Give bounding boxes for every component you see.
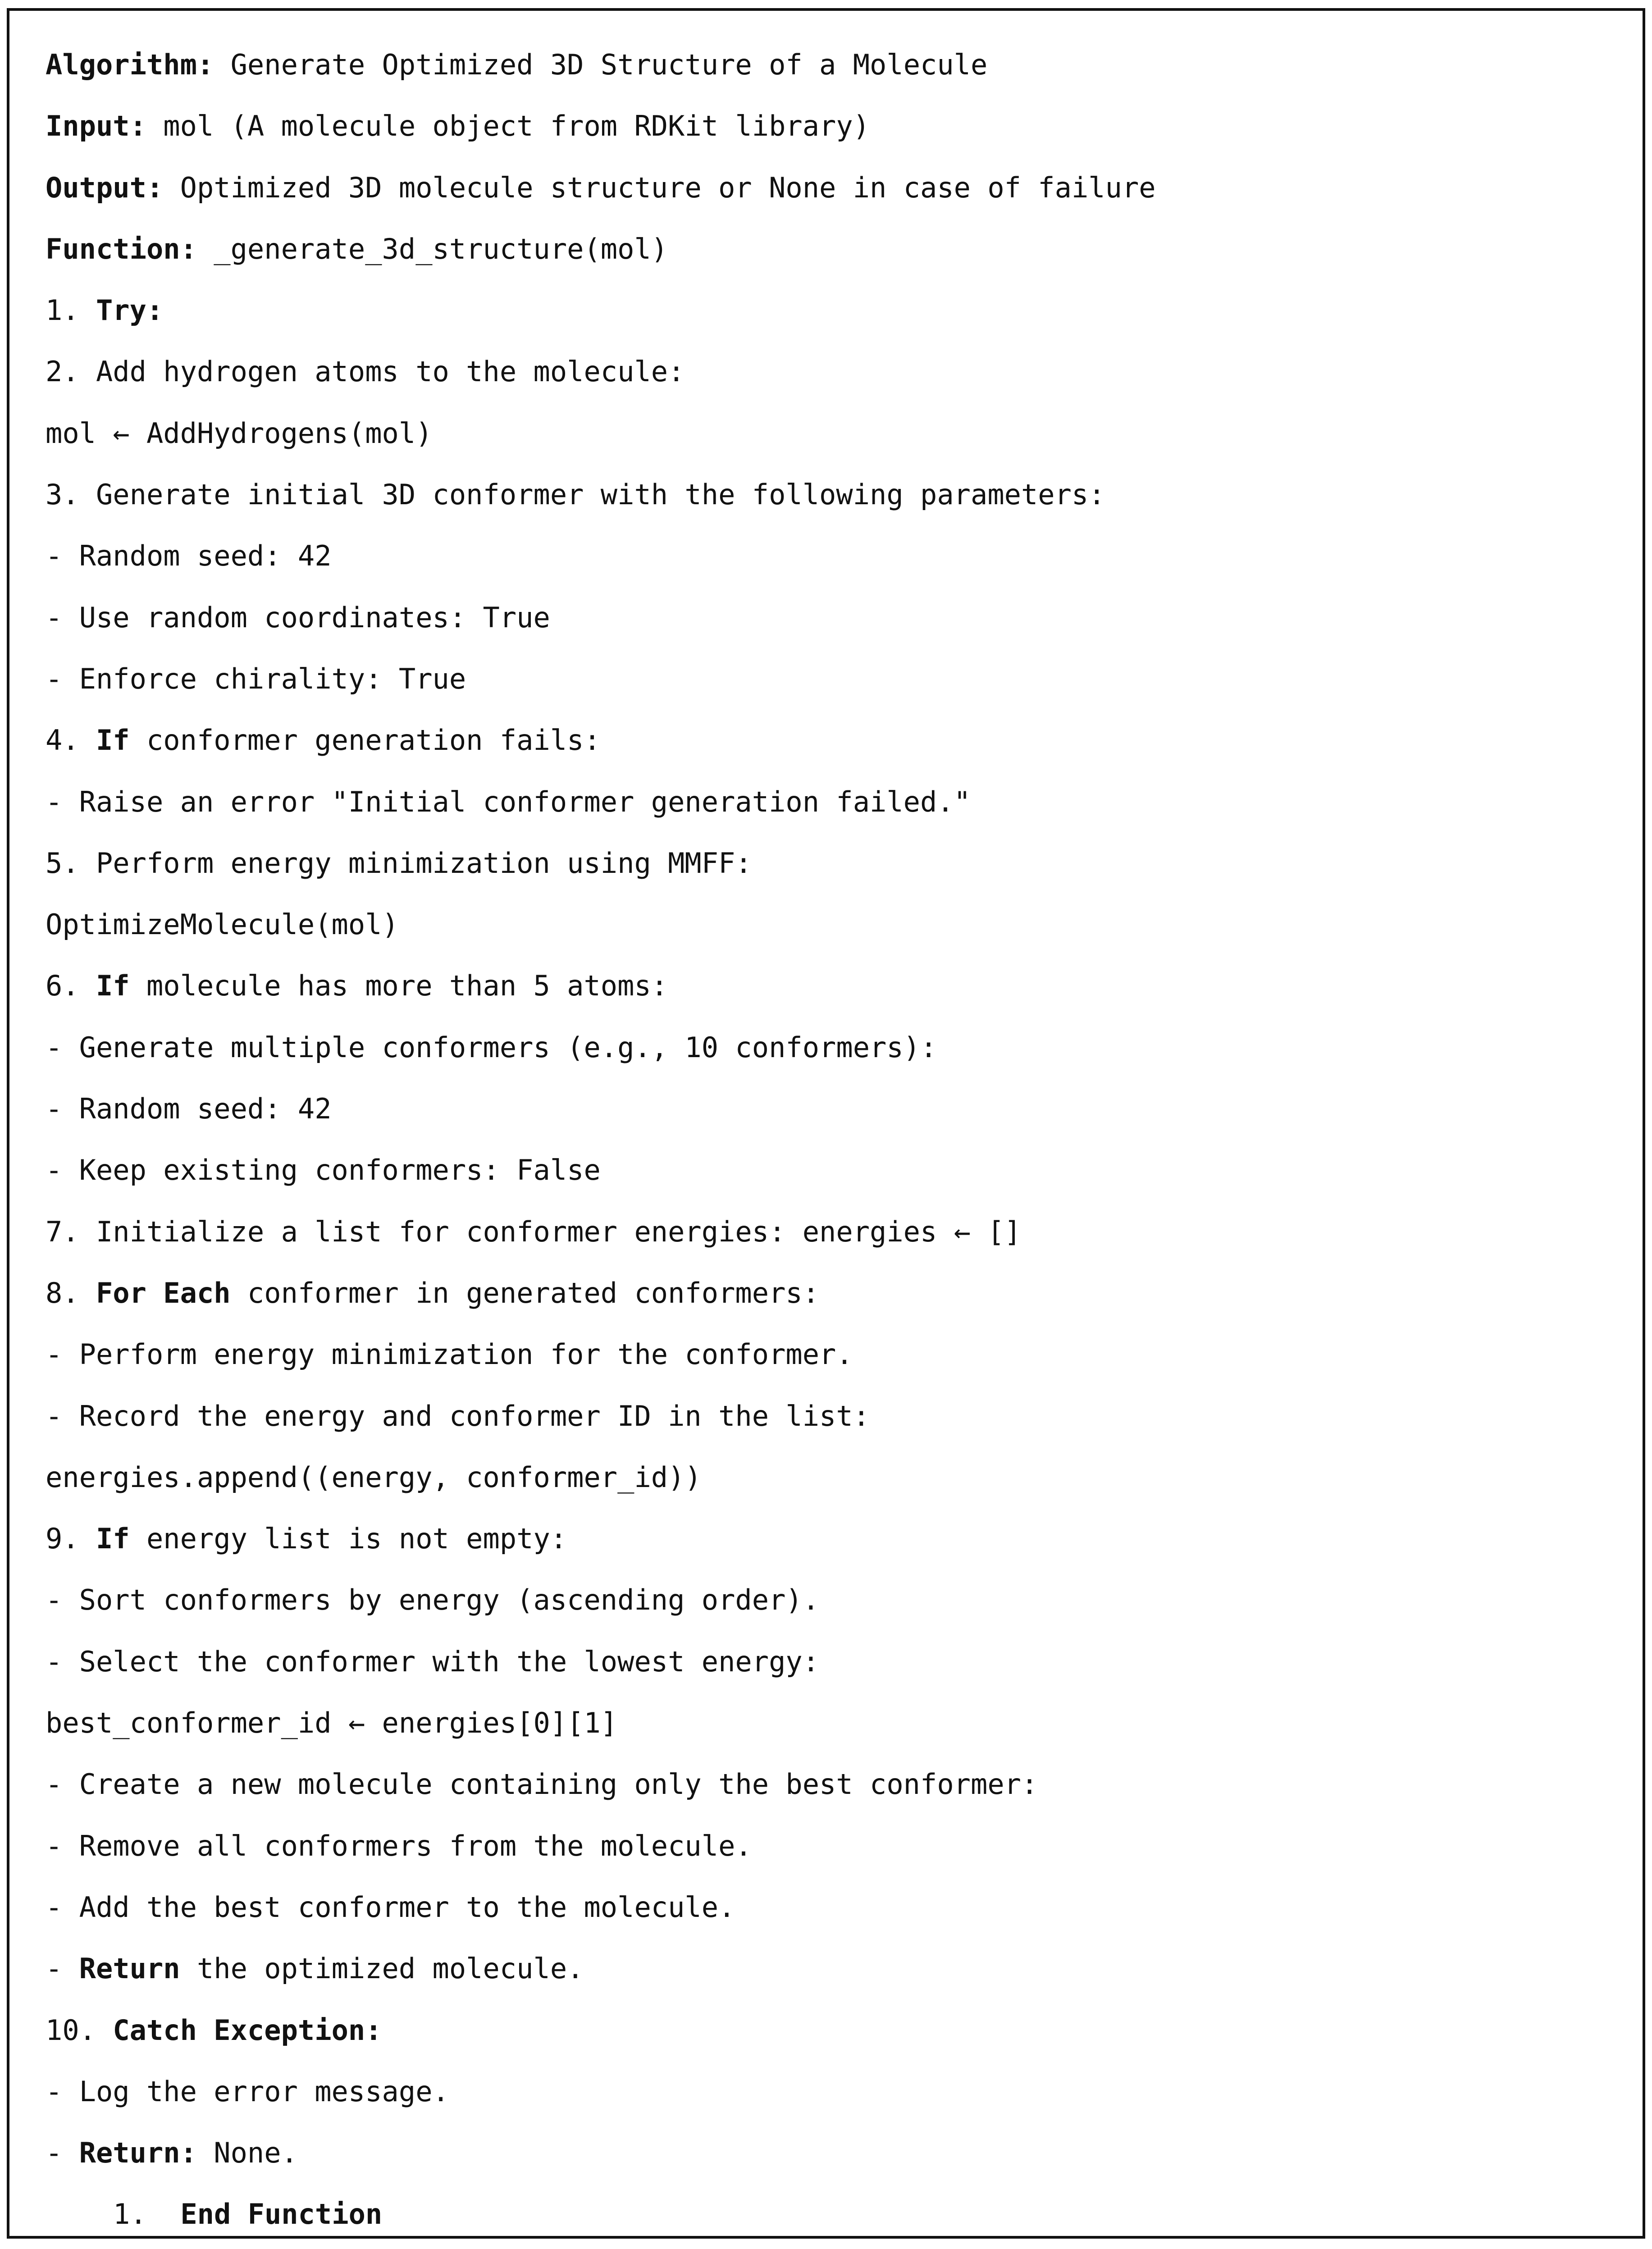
keyword: End Function — [180, 2198, 383, 2231]
algorithm-line — [46, 2003, 1632, 2065]
text-segment: - Random seed: 42 — [46, 539, 332, 573]
keyword: Input: — [46, 109, 146, 143]
text-segment: 4. — [46, 724, 96, 757]
algorithm-line — [46, 1389, 1632, 1451]
algorithm-line — [46, 898, 1632, 959]
text-segment: OptimizeMolecule(mol) — [46, 908, 399, 941]
algorithm-line — [46, 222, 1632, 283]
algorithm-line — [46, 1205, 1632, 1266]
text-segment: - Sort conformers by energy (ascending order). — [46, 1583, 820, 1617]
text-segment: - Create a new molecule containing only the best conformer: — [46, 1768, 1038, 1801]
text-segment: - Random seed: 42 — [46, 1092, 332, 1126]
algorithm-line — [46, 836, 1632, 898]
algorithm-line — [46, 1266, 1632, 1328]
algorithm-line — [46, 1696, 1632, 1757]
text-segment: energy list is not empty: — [129, 1522, 567, 1556]
algorithm-line — [46, 1573, 1632, 1634]
text-segment: - Use random coordinates: True — [46, 601, 550, 634]
algorithm-line — [46, 1512, 1632, 1573]
algorithm-line — [46, 959, 1632, 1020]
text-segment: 1. — [46, 294, 96, 327]
text-segment: None. — [196, 2136, 298, 2170]
keyword: If — [96, 1522, 130, 1556]
text-segment: - Generate multiple conformers (e.g., 10 conformers): — [46, 1031, 937, 1064]
algorithm-line — [46, 38, 1632, 99]
keyword: If — [96, 969, 130, 1003]
text-segment: conformer in generated conformers: — [230, 1276, 820, 1309]
text-segment: _generate_3d_structure(mol) — [196, 232, 668, 265]
keyword: Algorithm: — [46, 48, 214, 81]
keyword: Function: — [46, 232, 197, 265]
algorithm-line — [46, 406, 1632, 468]
text-segment: Optimized 3D molecule structure or None in case of failure — [163, 171, 1156, 204]
text-segment: molecule has more than 5 atoms: — [129, 969, 668, 1003]
algorithm-line — [46, 1328, 1632, 1389]
text-segment: - Perform energy minimization for the conformer. — [46, 1338, 853, 1371]
text-segment: 10. — [46, 2013, 113, 2047]
text-segment: - Record the energy and conformer ID in the list: — [46, 1399, 870, 1432]
algorithm-line — [46, 1942, 1632, 2003]
algorithm-line — [46, 283, 1632, 345]
text-segment: the optimized molecule. — [180, 1952, 584, 1985]
text-segment: 8. — [46, 1276, 96, 1309]
algorithm-line — [46, 1819, 1632, 1880]
algorithm-box — [7, 8, 1645, 2239]
algorithm-line — [46, 1143, 1632, 1204]
algorithm-line — [46, 2065, 1632, 2126]
text-segment: 5. Perform energy minimization using MMFF: — [46, 846, 752, 880]
text-segment: - — [46, 2136, 79, 2170]
algorithm-line — [46, 1635, 1632, 1696]
text-segment: - Log the error message. — [46, 2075, 449, 2108]
algorithm-line — [46, 591, 1632, 652]
algorithm-line — [46, 345, 1632, 406]
algorithm-line — [46, 1757, 1632, 1819]
keyword: If — [96, 724, 130, 757]
text-segment: - Keep existing conformers: False — [46, 1154, 601, 1187]
text-segment: - Raise an error "Initial conformer generation failed." — [46, 785, 971, 818]
text-segment: conformer generation fails: — [129, 724, 601, 757]
keyword: Try: — [96, 294, 164, 327]
algorithm-line — [46, 99, 1632, 160]
keyword: Catch Exception: — [113, 2013, 382, 2047]
keyword: Return — [79, 1952, 180, 1985]
algorithm-line — [46, 652, 1632, 713]
algorithm-line — [46, 468, 1632, 529]
text-segment: - Add the best conformer to the molecule. — [46, 1890, 735, 1924]
keyword: For Each — [96, 1276, 231, 1309]
algorithm-line — [46, 2126, 1632, 2187]
text-segment: - Select the conformer with the lowest energy: — [46, 1645, 820, 1678]
algorithm-line — [46, 1082, 1632, 1143]
text-segment: 7. Initialize a list for conformer energies: energies ← [] — [46, 1215, 1021, 1248]
text-segment: 1. — [113, 2198, 181, 2231]
algorithm-lines — [46, 38, 1632, 2249]
keyword: Return: — [79, 2136, 197, 2170]
text-segment: - Remove all conformers from the molecule. — [46, 1829, 752, 1862]
text-segment: 3. Generate initial 3D conformer with the following parameters: — [46, 478, 1105, 511]
text-segment: Generate Optimized 3D Structure of a Molecule — [214, 48, 988, 81]
text-segment: mol ← AddHydrogens(mol) — [46, 416, 433, 450]
text-segment: 6. — [46, 969, 96, 1003]
algorithm-line — [46, 1880, 1632, 1942]
text-segment: 9. — [46, 1522, 96, 1556]
algorithm-line — [46, 1021, 1632, 1082]
text-segment: - Enforce chirality: True — [46, 662, 466, 695]
keyword: Output: — [46, 171, 164, 204]
algorithm-line — [46, 529, 1632, 590]
algorithm-line — [46, 713, 1632, 775]
text-segment: energies.append((energy, conformer_id)) — [46, 1460, 702, 1494]
algorithm-line — [46, 2187, 1632, 2249]
algorithm-line — [46, 161, 1632, 222]
algorithm-line — [46, 775, 1632, 836]
algorithm-line — [46, 1451, 1632, 1512]
text-segment: 2. Add hydrogen atoms to the molecule: — [46, 355, 685, 388]
text-segment: best_conformer_id ← energies[0][1] — [46, 1706, 618, 1740]
text-segment: mol (A molecule object from RDKit library) — [146, 109, 870, 143]
text-segment: - — [46, 1952, 79, 1985]
